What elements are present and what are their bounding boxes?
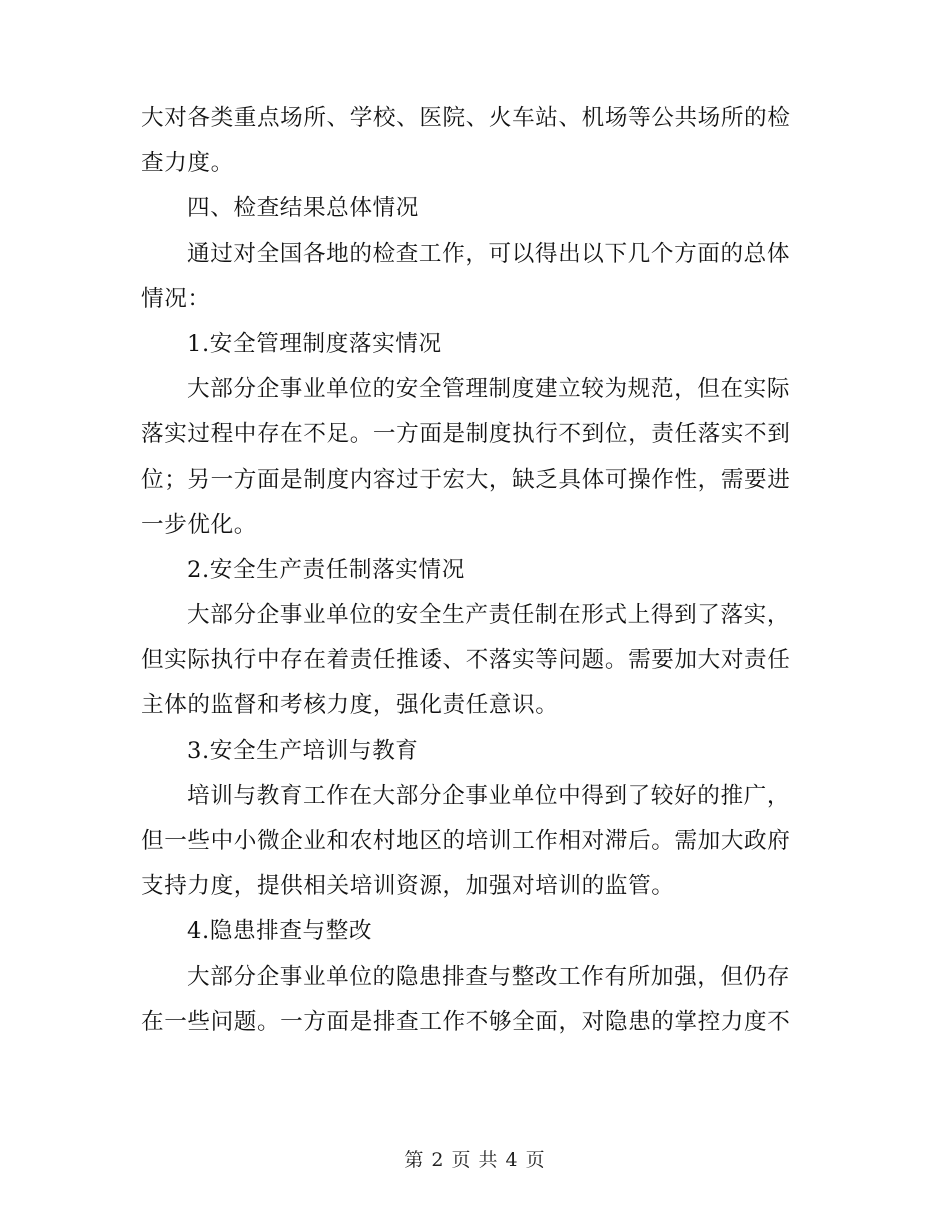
text-line: 大部分企事业单位的安全管理制度建立较为规范，但在实际 xyxy=(187,376,791,403)
subsection-heading: 4.隐患排查与整改 xyxy=(187,918,373,945)
text-line: 通过对全国各地的检查工作，可以得出以下几个方面的总体 xyxy=(187,240,791,267)
document-body xyxy=(141,96,795,1045)
text-line: 大部分企事业单位的隐患排查与整改工作有所加强，但仍存 xyxy=(187,963,791,990)
text-line: 但一些中小微企业和农村地区的培训工作相对滞后。需加大政府 xyxy=(141,828,791,854)
subsection-heading: 3.安全生产培训与教育 xyxy=(187,737,419,764)
page-number-footer: 第 2 页 共 4 页 xyxy=(404,1149,546,1171)
section-heading: 四、检查结果总体情况 xyxy=(187,195,419,222)
text-line: 在一些问题。一方面是排查工作不够全面，对隐患的掌控力度不 xyxy=(141,1008,791,1035)
subsection-heading: 2.安全生产责任制落实情况 xyxy=(187,556,465,583)
text-line: 情况： xyxy=(141,285,211,312)
text-line: 主体的监督和考核力度，强化责任意识。 xyxy=(141,692,559,719)
text-line: 大对各类重点场所、学校、医院、火车站、机场等公共场所的检 xyxy=(141,105,791,131)
text-line: 但实际执行中存在着责任推诿、不落实等问题。需要加大对责任 xyxy=(141,647,791,674)
text-line: 查力度。 xyxy=(141,150,234,177)
text-line: 一步优化。 xyxy=(141,511,257,538)
text-line: 落实过程中存在不足。一方面是制度执行不到位，责任落实不到 xyxy=(141,421,791,448)
text-line: 大部分企事业单位的安全生产责任制在形式上得到了落实， xyxy=(187,602,791,629)
text-line: 位；另一方面是制度内容过于宏大，缺乏具体可操作性，需要进 xyxy=(141,466,791,493)
subsection-heading: 1.安全管理制度落实情况 xyxy=(187,330,442,357)
text-line: 培训与教育工作在大部分企事业单位中得到了较好的推广， xyxy=(187,782,791,809)
text-line: 支持力度，提供相关培训资源，加强对培训的监管。 xyxy=(141,873,675,900)
